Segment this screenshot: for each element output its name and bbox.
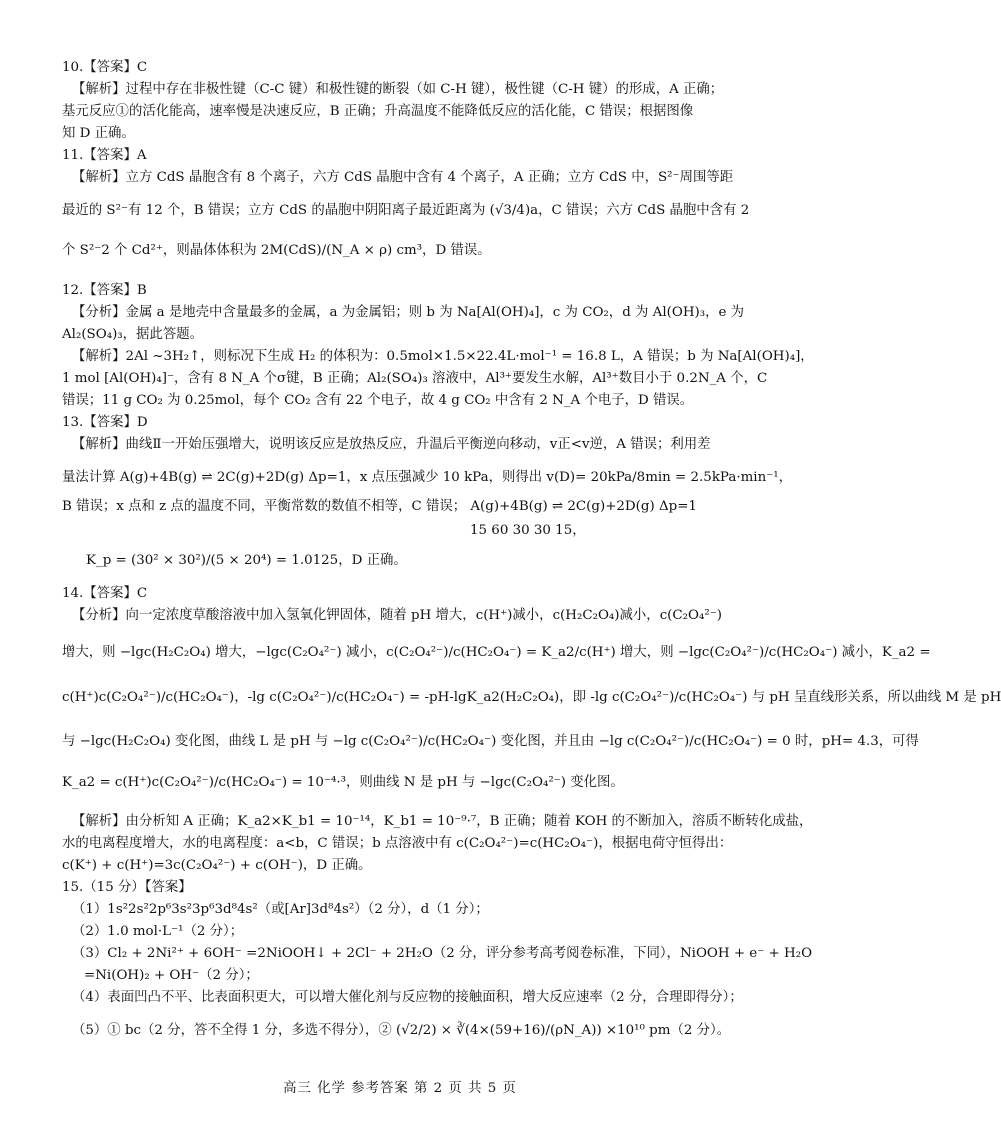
q14-analysis-1: 【分析】向一定浓度草酸溶液中加入氢氧化钾固体，随着 pH 增大，c(H⁺)减小，c(H₂C₂O₄)减小，c(C₂O₄²⁻) <box>72 608 723 623</box>
q11-answer: 11.【答案】A <box>62 148 147 163</box>
q13-explanation-3: B 错误；x 点和 z 点的温度不同，平衡常数的数值不相等，C 错误； A(g)+4B(g) ⇌ 2C(g)+2D(g) Δp=1 <box>62 499 697 514</box>
q14-explanation-1: 【解析】由分析知 A 正确；K_a2×K_b1 = 10⁻¹⁴，K_b1 = 10⁻⁹·⁷，B 正确；随着 KOH 的不断加入，溶质不断转化成盐， <box>72 814 813 829</box>
q12-analysis-2: Al₂(SO₄)₃，据此答题。 <box>62 327 204 342</box>
q12-explanation-3: 错误；11 g CO₂ 为 0.25mol，每个 CO₂ 含有 22 个电子，故 4 g CO₂ 中含有 2 N_A 个电子，D 错误。 <box>62 393 694 408</box>
q10-explanation-3: 知 D 正确。 <box>62 126 135 141</box>
q13-explanation-2: 量法计算 A(g)+4B(g) ⇌ 2C(g)+2D(g) Δp=1，x 点压强减少 10 kPa，则得出 v(D)= 20kPa/8min = 2.5kPa·min⁻¹， <box>62 470 793 485</box>
q14-analysis-4: 与 −lgc(H₂C₂O₄) 变化图，曲线 L 是 pH 与 −lg c(C₂O₄²⁻)/c(HC₂O₄⁻) 变化图，并且由 −lg c(C₂O₄²⁻)/c(HC₂O₄⁻) = 0 时，pH= 4.3，可得 <box>62 734 919 749</box>
q13-explanation-1: 【解析】曲线Ⅱ一开始压强增大，说明该反应是放热反应，升温后平衡逆向移动，v正<v逆，A 错误；利用差 <box>72 437 711 452</box>
q10-answer: 10.【答案】C <box>62 60 148 75</box>
q13-answer: 13.【答案】D <box>62 415 148 430</box>
q14-answer: 14.【答案】C <box>62 586 148 601</box>
q12-explanation-1: 【解析】2Al ~3H₂↑，则标况下生成 H₂ 的体积为：0.5mol×1.5×22.4L·mol⁻¹ = 16.8 L，A 错误；b 为 Na[Al(OH)₄]， <box>72 349 814 364</box>
q10-explanation-1: 【解析】过程中存在非极性键（C-C 键）和极性键的断裂（如 C-H 键），极性键（C-H 键）的形成，A 正确； <box>72 82 724 97</box>
q14-analysis-2: 增大，则 −lgc(H₂C₂O₄) 增大，−lgc(C₂O₄²⁻) 减小，c(C₂O₄²⁻)/c(HC₂O₄⁻) = K_a2/c(H⁺) 增大，则 −lgc(C₂O₄²⁻)/c(HC₂O₄⁻) 减小，K_a2 = <box>62 645 931 660</box>
q14-explanation-2: 水的电离程度增大，水的电离程度：a<b，C 错误；b 点溶液中有 c(C₂O₄²⁻)=c(HC₂O₄⁻)，根据电荷守恒得出： <box>62 836 733 851</box>
q13-equilibrium-values: 15 60 30 30 15， <box>470 523 586 538</box>
q15-part-3-line-2: =Ni(OH)₂ + OH⁻（2 分）； <box>84 968 259 983</box>
q14-analysis-5: K_a2 = c(H⁺)c(C₂O₄²⁻)/c(HC₂O₄⁻) = 10⁻⁴·³，则曲线 N 是 pH 与 −lgc(C₂O₄²⁻) 变化图。 <box>62 775 624 790</box>
q11-explanation-3: 个 S²⁻2 个 Cd²⁺，则晶体体积为 2M(CdS)/(N_A × ρ) cm³，D 错误。 <box>62 243 491 258</box>
q10-explanation-2: 基元反应①的活化能高，速率慢是决速反应，B 正确；升高温度不能降低反应的活化能，C 错误；根据图像 <box>62 104 694 119</box>
q15-part-5: （5）① bc（2 分，答不全得 1 分，多选不得分），② (√2/2) × ∛(4×(59+16)/(ρN_A)) ×10¹⁰ pm（2 分）。 <box>72 1023 731 1038</box>
q15-part-1: （1）1s²2s²2p⁶3s²3p⁶3d⁸4s²（或[Ar]3d⁸4s²）（2 分），d（1 分）； <box>72 902 489 917</box>
q15-part-3-line-1: （3）Cl₂ + 2Ni²⁺ + 6OH⁻ =2NiOOH↓ + 2Cl⁻ + 2H₂O（2 分，评分参考高考阅卷标准，下同），NiOOH + e⁻ + H₂O <box>72 946 813 961</box>
q12-analysis-1: 【分析】金属 a 是地壳中含量最多的金属，a 为金属铝；则 b 为 Na[Al(OH)₄]，c 为 CO₂，d 为 Al(OH)₃，e 为 <box>72 305 745 320</box>
q11-explanation-2: 最近的 S²⁻有 12 个，B 错误；立方 CdS 的晶胞中阴阳离子最近距离为 (√3/4)a，C 错误；六方 CdS 晶胞中含有 2 <box>62 203 750 218</box>
q14-analysis-3: c(H⁺)c(C₂O₄²⁻)/c(HC₂O₄⁻)，-lg c(C₂O₄²⁻)/c(HC₂O₄⁻) = -pH-lgK_a2(H₂C₂O₄)，即 -lg c(C₂O₄²⁻)/c(HC₂O₄⁻) 与 pH 呈直线形关系，所以曲线 M 是 pH <box>62 690 1001 705</box>
q14-explanation-3: c(K⁺) + c(H⁺)=3c(C₂O₄²⁻) + c(OH⁻)，D 正确。 <box>62 858 372 873</box>
q15-part-2: （2）1.0 mol·L⁻¹（2 分）； <box>72 924 244 939</box>
q11-explanation-1: 【解析】立方 CdS 晶胞含有 8 个离子，六方 CdS 晶胞中含有 4 个离子，A 正确；立方 CdS 中，S²⁻周围等距 <box>72 170 734 185</box>
q15-answer-heading: 15.（15 分）【答案】 <box>62 880 192 895</box>
q12-answer: 12.【答案】B <box>62 283 147 298</box>
q13-kp-formula: K_p = (30² × 30²)/(5 × 20⁴) = 1.0125，D 正确。 <box>86 553 407 568</box>
page-footer: 高三 化学 参考答案 第 2 页 共 5 页 <box>283 1081 517 1096</box>
q12-explanation-2: 1 mol [Al(OH)₄]⁻，含有 8 N_A 个σ键，B 正确；Al₂(SO₄)₃ 溶液中，Al³⁺要发生水解，Al³⁺数目小于 0.2N_A 个，C <box>62 371 768 386</box>
q15-part-4: （4）表面凹凸不平、比表面积更大，可以增大催化剂与反应物的接触面积，增大反应速率（2 分，合理即得分）； <box>72 990 743 1005</box>
